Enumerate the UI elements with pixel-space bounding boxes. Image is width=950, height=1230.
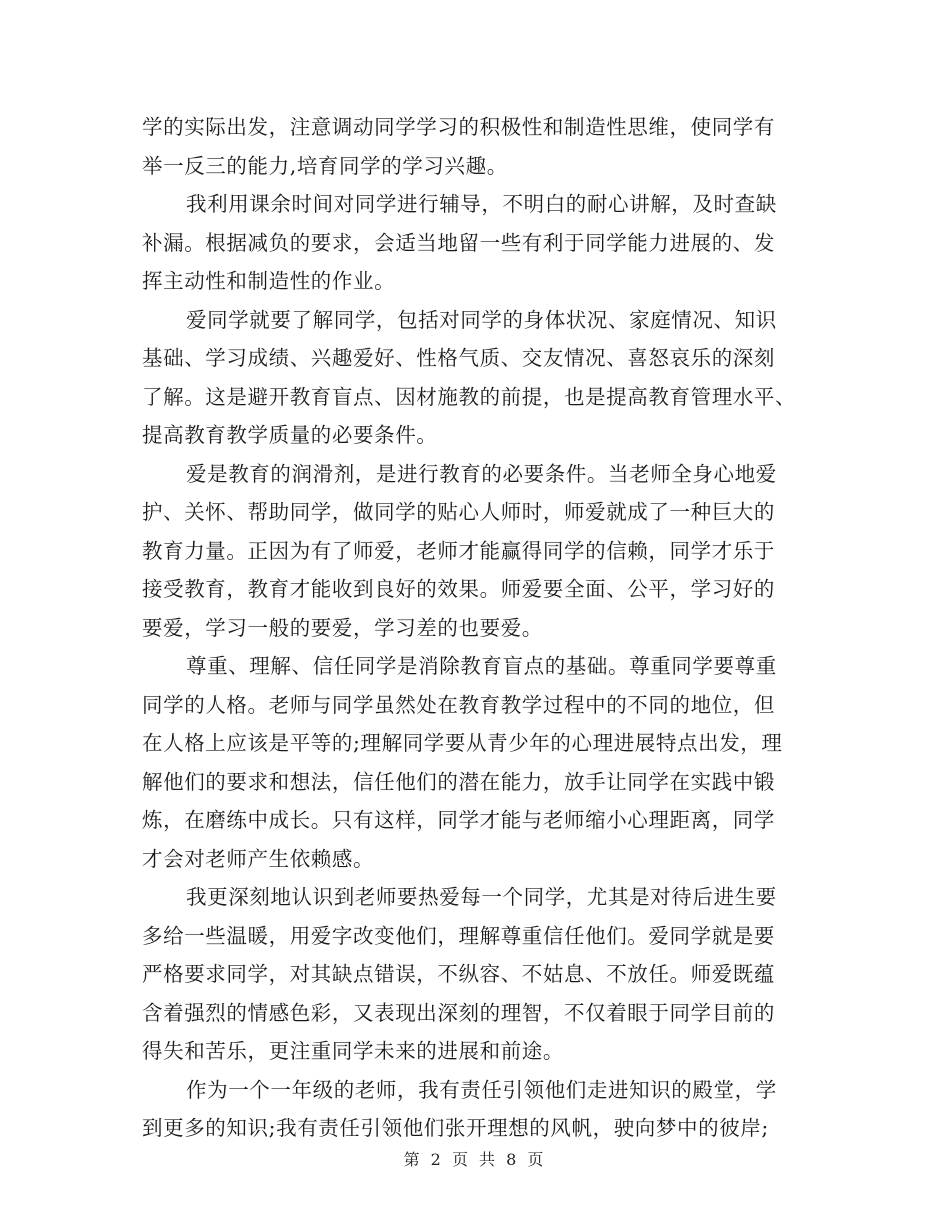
text-line: 补漏。根据减负的要求，会适当地留一些有利于同学能力进展的、发 xyxy=(142,230,775,255)
paragraph-start-line: 我利用课余时间对同学进行辅导，不明白的耐心讲解，及时查缺 xyxy=(186,192,777,216)
text-line: 学的实际出发，注意调动同学学习的积极性和制造性思维，使同学有 xyxy=(142,115,775,139)
text-line: 在人格上应该是平等的;理解同学要从青少年的心理进展特点出发，理 xyxy=(142,731,783,755)
paragraph-start-line: 我更深刻地认识到老师要热爱每一个同学，尤其是对待后进生要 xyxy=(186,885,777,909)
text-line: 含着强烈的情感色彩，又表现出深刻的理智，不仅着眼于同学目前的 xyxy=(142,1000,775,1025)
paragraph-start-line: 作为一个一年级的老师，我有责任引领他们走进知识的殿堂，学 xyxy=(186,1077,777,1102)
text-line: 解他们的要求和想法，信任他们的潜在能力，放手让同学在实践中锻 xyxy=(142,769,775,794)
text-line: 举一反三的能力,培育同学的学习兴趣。 xyxy=(142,153,508,178)
document-body xyxy=(142,108,810,1148)
paragraph-start-line: 尊重、理解、信任同学是消除教育盲点的基础。尊重同学要尊重 xyxy=(186,654,777,678)
text-line: 炼，在磨练中成长。只有这样，同学才能与老师缩小心理距离，同学 xyxy=(142,808,775,832)
text-line: 接受教育，教育才能收到良好的效果。师爱要全面、公平，学习好的 xyxy=(142,577,775,601)
text-line: 同学的人格。老师与同学虽然处在教育教学过程中的不同的地位，但 xyxy=(142,692,775,717)
text-line: 了解。这是避开教育盲点、因材施教的前提，也是提高教育管理水平、 xyxy=(142,384,797,409)
text-line: 挥主动性和制造性的作业。 xyxy=(142,269,396,293)
paragraph-start-line: 爱是教育的润滑剂，是进行教育的必要条件。当老师全身心地爱 xyxy=(186,461,777,486)
text-line: 严格要求同学，对其缺点错误，不纵容、不姑息、不放任。师爱既蕴 xyxy=(142,962,775,986)
text-line: 教育力量。正因为有了师爱，老师才能赢得同学的信赖，同学才乐于 xyxy=(142,538,775,563)
text-line: 到更多的知识;我有责任引领他们张开理想的风帆，驶向梦中的彼岸; xyxy=(142,1116,769,1140)
page-number-footer: 第 2 页 共 8 页 xyxy=(403,1150,547,1169)
paragraph-start-line: 爱同学就要了解同学，包括对同学的身体状况、家庭情况、知识 xyxy=(186,307,777,332)
text-line: 多给一些温暖，用爱字改变他们，理解尊重信任他们。爱同学就是要 xyxy=(142,923,775,948)
text-line: 才会对老师产生依赖感。 xyxy=(142,846,375,871)
text-line: 提高教育教学质量的必要条件。 xyxy=(142,423,438,447)
text-line: 基础、学习成绩、兴趣爱好、性格气质、交友情况、喜怒哀乐的深刻 xyxy=(142,346,775,370)
text-line: 得失和苦乐，更注重同学未来的进展和前途。 xyxy=(142,1039,564,1063)
text-line: 护、关怀、帮助同学，做同学的贴心人师时，师爱就成了一种巨大的 xyxy=(142,500,775,524)
text-line: 要爱，学习一般的要爱，学习差的也要爱。 xyxy=(142,615,543,640)
